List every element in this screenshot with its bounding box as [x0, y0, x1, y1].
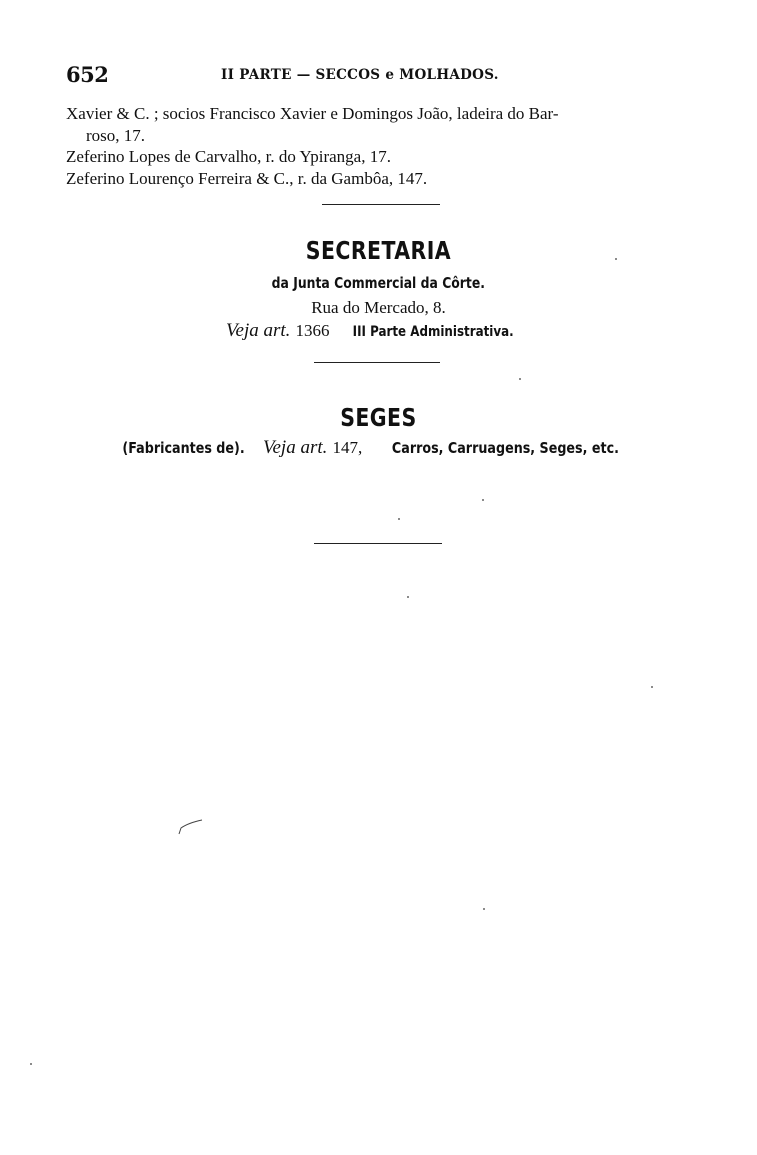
section-divider	[322, 204, 440, 205]
entry-continuation: roso, 17.	[86, 125, 146, 145]
secretaria-reference	[0, 320, 757, 342]
entry-text: Xavier & C. ; socios Francisco Xavier e Domingos João, ladeira do Bar-	[66, 104, 559, 123]
scan-speck	[398, 518, 400, 520]
running-head	[66, 62, 706, 90]
scan-speck	[615, 258, 617, 260]
section-divider	[314, 362, 440, 363]
section-divider	[314, 543, 442, 544]
seges-prefix: (Fabricantes de).	[122, 439, 245, 457]
scan-speck	[30, 1063, 32, 1065]
secretaria-subtitle-text: da Junta Commercial da Côrte.	[271, 274, 486, 292]
reference-italic: Veja art.	[263, 437, 328, 458]
seges-reference	[0, 437, 755, 459]
scan-speck	[407, 596, 409, 598]
entry-text: Zeferino Lourenço Ferreira & C., r. da Gambôa, 147.	[66, 168, 428, 188]
secretaria-address	[0, 298, 757, 318]
directory-entry	[66, 103, 706, 146]
directory-entry	[66, 168, 706, 190]
reference-italic: Veja art.	[226, 320, 291, 341]
page-number: 652	[66, 62, 109, 87]
reference-number: 1366	[295, 321, 330, 340]
secretaria-address-text: Rua do Mercado, 8.	[311, 298, 446, 317]
directory-entry	[66, 146, 706, 168]
running-title: II PARTE — SECCOS e MOLHADOS.	[221, 67, 499, 83]
reference-number: 147,	[332, 438, 363, 457]
scan-speck	[519, 378, 521, 380]
scan-speck	[482, 499, 484, 501]
directory-entries	[66, 103, 706, 189]
scan-speck	[651, 686, 653, 688]
scan-speck	[483, 908, 485, 910]
section-heading-secretaria: SECRETARIA	[305, 236, 452, 265]
reference-text: Carros, Carruagens, Seges, etc.	[392, 439, 620, 457]
section-heading-seges: SEGES	[340, 403, 417, 432]
secretaria-subtitle	[0, 273, 757, 292]
reference-text: III Parte Administrativa.	[352, 324, 514, 340]
pen-mark	[176, 818, 206, 838]
entry-text: Zeferino Lopes de Carvalho, r. do Ypiranga, 17.	[66, 147, 391, 166]
